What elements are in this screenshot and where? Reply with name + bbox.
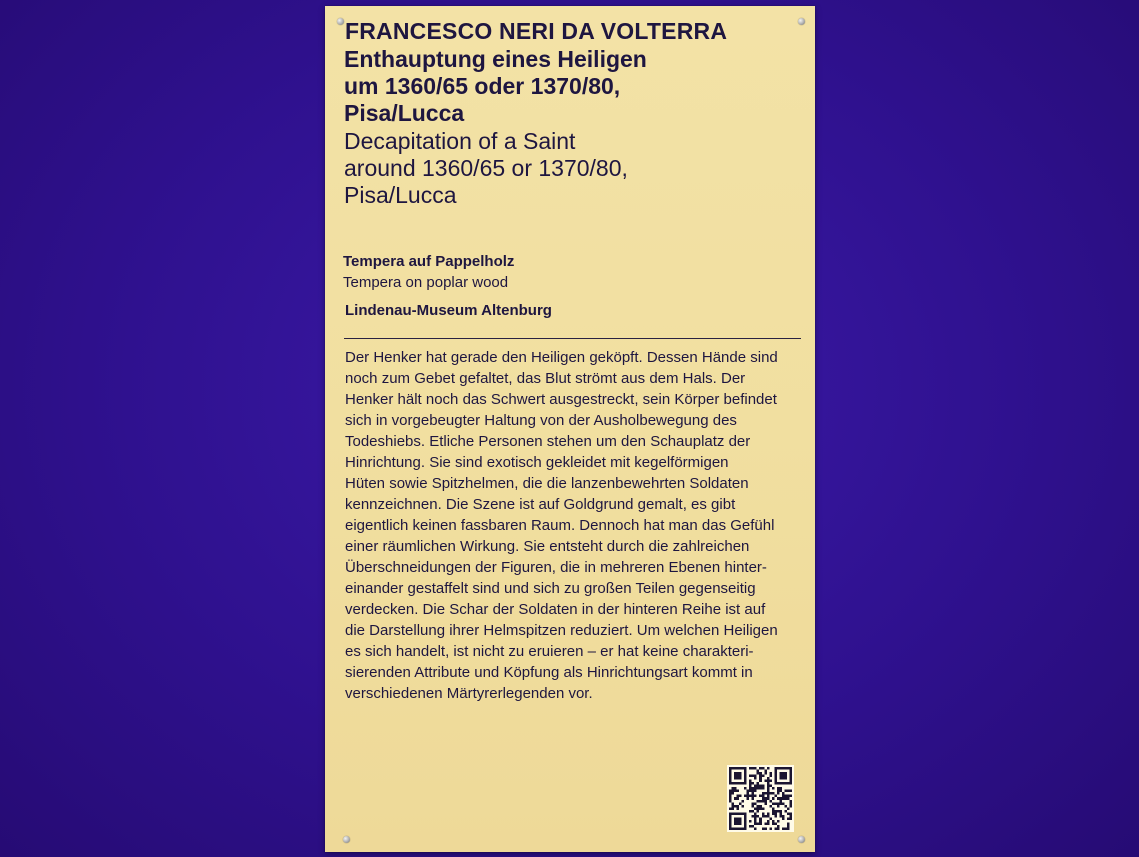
title-english bbox=[344, 128, 628, 209]
title-german-line: Pisa/Lucca bbox=[344, 100, 465, 126]
title-english-line: around 1360/65 or 1370/80, bbox=[344, 155, 628, 181]
description-line: verschiedenen Märtyrerlegenden vor. bbox=[345, 685, 593, 702]
description-line: Der Henker hat gerade den Heiligen geköpft. Dessen Hände sind bbox=[345, 349, 778, 366]
description-line: Überschneidungen der Figuren, die in mehreren Ebenen hinter- bbox=[345, 559, 767, 576]
title-german-line: Enthauptung eines Heiligen bbox=[344, 46, 647, 72]
pin-icon bbox=[798, 836, 805, 843]
divider bbox=[344, 338, 801, 339]
description-line: einer räumlichen Wirkung. Sie entsteht durch die zahlreichen bbox=[345, 538, 750, 555]
pin-icon bbox=[343, 836, 350, 843]
artist-name: FRANCESCO NERI DA VOLTERRA bbox=[345, 18, 728, 44]
qr-code-graphic bbox=[729, 767, 792, 830]
medium-german: Tempera auf Pappelholz bbox=[343, 253, 515, 270]
qr-code-icon[interactable] bbox=[727, 765, 794, 832]
title-german-line: um 1360/65 oder 1370/80, bbox=[344, 73, 621, 99]
description-text bbox=[345, 347, 805, 704]
collection-name: Lindenau-Museum Altenburg bbox=[345, 302, 552, 319]
title-english-line: Decapitation of a Saint bbox=[344, 128, 576, 154]
description-line: sierenden Attribute und Köpfung als Hinrichtungsart kommt in bbox=[345, 664, 753, 681]
description-line: sich in vorgebeugter Haltung von der Ausholbewegung des bbox=[345, 412, 737, 429]
description-line: einander gestaffelt sind und sich zu großen Teilen gegenseitig bbox=[345, 580, 756, 597]
description-line: Henker hält noch das Schwert ausgestreckt, sein Körper befindet bbox=[345, 391, 777, 408]
museum-label-card bbox=[325, 6, 815, 852]
description-line: die Darstellung ihrer Helmspitzen reduziert. Um welchen Heiligen bbox=[345, 622, 778, 639]
title-german bbox=[344, 46, 647, 127]
description-line: Hüten sowie Spitzhelmen, die die lanzenbewehrten Soldaten bbox=[345, 475, 749, 492]
description-line: verdecken. Die Schar der Soldaten in der hinteren Reihe ist auf bbox=[345, 601, 766, 618]
description-line: Hinrichtung. Sie sind exotisch gekleidet mit kegelförmigen bbox=[345, 454, 729, 471]
medium-english: Tempera on poplar wood bbox=[343, 274, 509, 291]
description-line: Todeshiebs. Etliche Personen stehen um den Schauplatz der bbox=[345, 433, 751, 450]
description-line: es sich handelt, ist nicht zu eruieren – er hat keine charakteri- bbox=[345, 643, 754, 660]
title-english-line: Pisa/Lucca bbox=[344, 182, 457, 208]
pin-icon bbox=[337, 18, 344, 25]
description-line: eigentlich keinen fassbaren Raum. Dennoch hat man das Gefühl bbox=[345, 517, 775, 534]
pin-icon bbox=[798, 18, 805, 25]
description-line: noch zum Gebet gefaltet, das Blut strömt aus dem Hals. Der bbox=[345, 370, 746, 387]
description-line: kennzeichnen. Die Szene ist auf Goldgrund gemalt, es gibt bbox=[345, 496, 736, 513]
